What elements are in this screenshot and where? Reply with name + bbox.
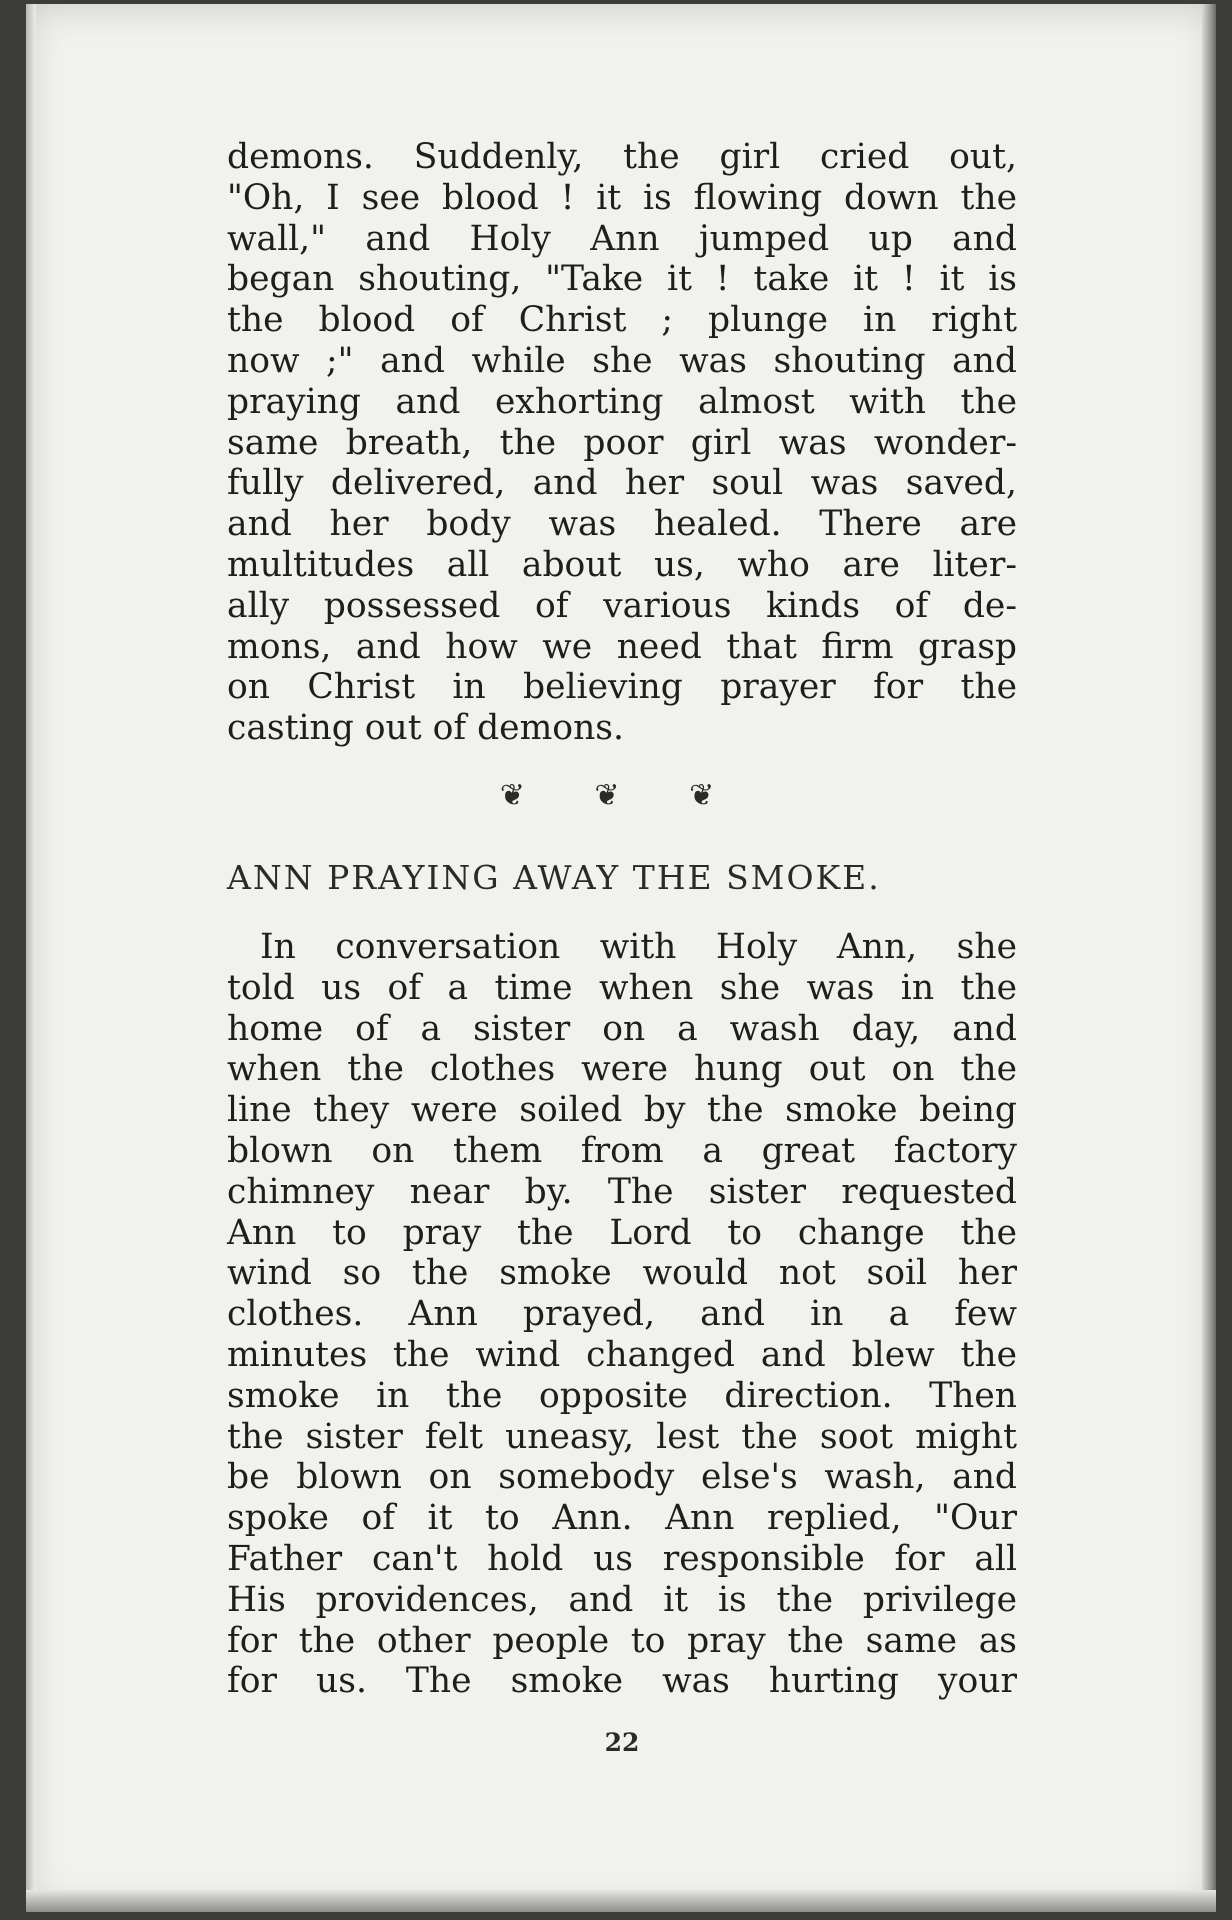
- text-line: home of a sister on a wash day, and: [227, 1008, 1017, 1049]
- text-line: on Christ in believing prayer for the: [227, 667, 1017, 708]
- page-binding-edge: [26, 4, 36, 1912]
- text-line: "Oh, I see blood ! it is flowing down the: [227, 177, 1017, 218]
- text-line: smoke in the opposite direction. Then: [227, 1375, 1017, 1416]
- text-line: wind so the smoke would not soil her: [227, 1253, 1017, 1294]
- text-line: be blown on somebody else's wash, and: [227, 1457, 1017, 1498]
- section-divider-ornament: ❦ ❦ ❦: [499, 778, 745, 813]
- paragraph-continued: [227, 137, 1017, 749]
- text-line: Father can't hold us responsible for all: [227, 1538, 1017, 1579]
- page-right-edge: [1202, 4, 1216, 1912]
- text-line: mons, and how we need that firm grasp: [227, 626, 1017, 667]
- text-line: and her body was healed. There are: [227, 504, 1017, 545]
- text-line: praying and exhorting almost with the: [227, 381, 1017, 422]
- text-line: now ;" and while she was shouting and: [227, 340, 1017, 381]
- text-line: Ann to pray the Lord to change the: [227, 1212, 1017, 1253]
- text-line: the blood of Christ ; plunge in right: [227, 300, 1017, 341]
- section-body: [227, 927, 1017, 1702]
- text-line: the sister felt uneasy, lest the soot might: [227, 1416, 1017, 1457]
- text-line: blown on them from a great factory: [227, 1130, 1017, 1171]
- text-line: casting out of demons.: [227, 708, 624, 749]
- text-line: minutes the wind changed and blew the: [227, 1334, 1017, 1375]
- text-line: His providences, and it is the privilege: [227, 1579, 1017, 1620]
- text-line: chimney near by. The sister requested: [227, 1171, 1017, 1212]
- section-heading: ANN PRAYING AWAY THE SMOKE.: [227, 858, 881, 897]
- page-number: 22: [604, 1728, 640, 1757]
- text-line: began shouting, "Take it ! take it ! it is: [227, 259, 1017, 300]
- text-line: wall," and Holy Ann jumped up and: [227, 218, 1017, 259]
- page-bottom-edge: [26, 1890, 1216, 1912]
- text-line: spoke of it to Ann. Ann replied, "Our: [227, 1498, 1017, 1539]
- paragraph-2: [227, 927, 1017, 1702]
- text-line: multitudes all about us, who are liter-: [227, 544, 1017, 585]
- text-line: same breath, the poor girl was wonder-: [227, 422, 1017, 463]
- text-line: for us. The smoke was hurting your: [227, 1661, 1017, 1702]
- text-line: fully delivered, and her soul was saved,: [227, 463, 1017, 504]
- text-line: clothes. Ann prayed, and in a few: [227, 1294, 1017, 1335]
- text-line: In conversation with Holy Ann, she: [260, 927, 1017, 967]
- text-line: for the other people to pray the same as: [227, 1620, 1017, 1661]
- text-line: when the clothes were hung out on the: [227, 1049, 1017, 1090]
- text-line: line they were soiled by the smoke being: [227, 1090, 1017, 1131]
- text-line: ally possessed of various kinds of de-: [227, 585, 1017, 626]
- paragraph-1: [227, 137, 1017, 749]
- text-line: told us of a time when she was in the: [227, 967, 1017, 1008]
- text-line: demons. Suddenly, the girl cried out,: [227, 137, 1017, 177]
